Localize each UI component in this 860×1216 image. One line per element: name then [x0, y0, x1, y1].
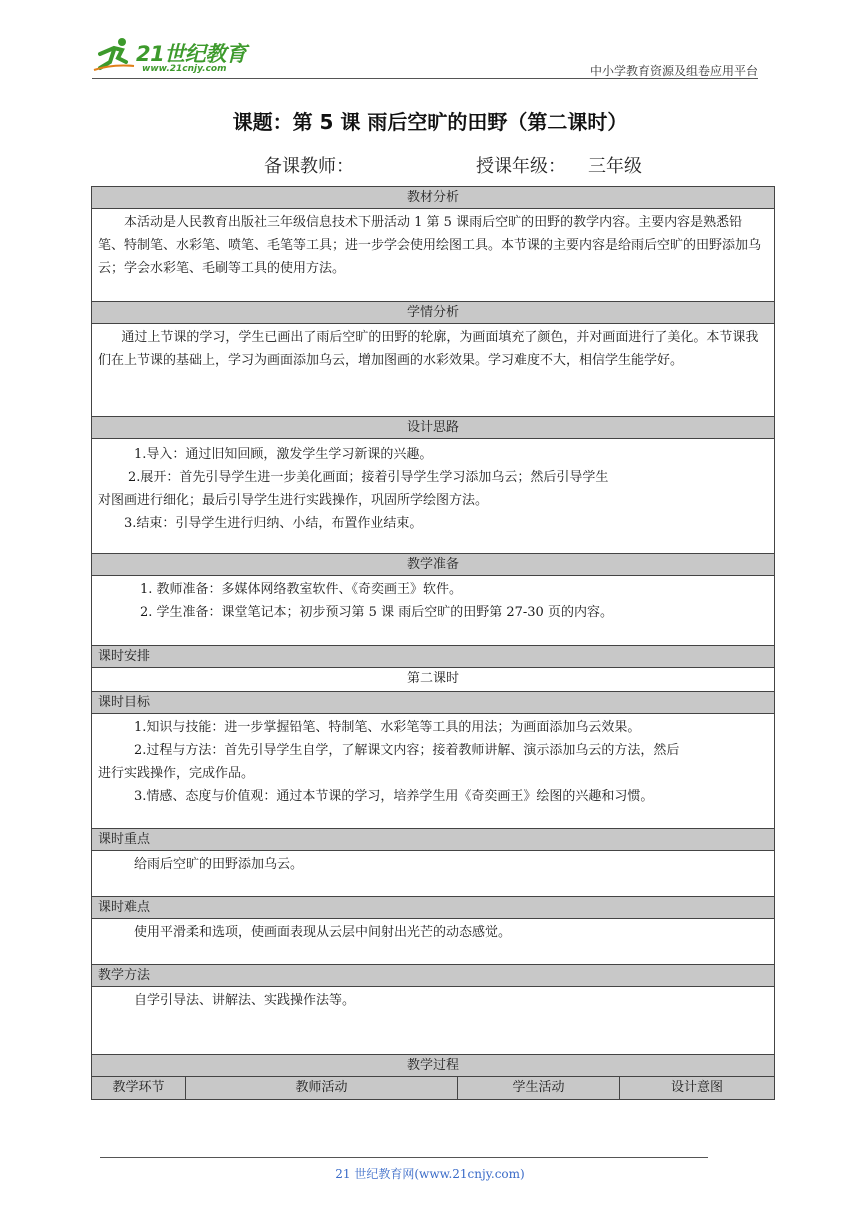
prep-heading: 教学准备 [92, 554, 774, 576]
methods-body [92, 987, 774, 1055]
difficulty-body [92, 919, 774, 965]
process-columns [92, 1077, 774, 1099]
design-heading: 设计思路 [92, 417, 774, 439]
difficulty-heading: 课时难点 [92, 897, 774, 919]
materials-text: 本活动是人民教育出版社三年级信息技术下册活动 1 第 5 课雨后空旷的田野的教学内容。主要内容是熟悉铅笔、特制笔、水彩笔、喷笔、毛笔等工具；进一步学会使用绘图工具。本节课的主要内容是给雨后空旷的田野添加乌云；学会水彩笔、毛刷等工具的使用方法。 [98, 215, 762, 276]
methods-text: 自学引导法、讲解法、实践操作法等。 [134, 993, 356, 1008]
footer-divider [100, 1157, 708, 1158]
difficulty-text: 使用平滑柔和选项，使画面表现从云层中间射出光芒的动态感觉。 [134, 925, 512, 940]
page-title: 课题：第 5 课 雨后空旷的田野（第二课时） [232, 110, 628, 134]
logo-text: 21世纪教育 [136, 42, 247, 66]
process-heading: 教学过程 [92, 1055, 774, 1077]
lesson-plan-table [91, 186, 775, 1100]
methods-heading: 教学方法 [92, 965, 774, 987]
page-header [92, 32, 758, 78]
key-text: 给雨后空旷的田野添加乌云。 [134, 857, 304, 872]
prep-body [92, 576, 774, 646]
goal-item: 2.过程与方法：首先引导学生自学，了解课文内容；接着教师讲解、演示添加乌云的方法，然后 [134, 743, 680, 758]
footer-text: 21 世纪教育网(www.21cnjy.com) [335, 1167, 525, 1181]
key-heading: 课时重点 [92, 829, 774, 851]
design-item: 1.导入：通过旧知回顾，激发学生学习新课的兴趣。 [134, 447, 433, 462]
column-header: 教师活动 [186, 1077, 458, 1099]
schedule-value: 第二课时 [92, 668, 774, 692]
logo-url: www.21cnjy.com [142, 64, 227, 74]
design-item: 对图画进行细化；最后引导学生进行实践操作，巩固所学绘图方法。 [98, 493, 489, 508]
goal-item: 3.情感、态度与价值观：通过本节课的学习，培养学生用《奇奕画王》绘图的兴趣和习惯。 [134, 789, 654, 804]
prep-item: 2. 学生准备：课堂笔记本；初步预习第 5 课 雨后空旷的田野第 27-30 页的内容。 [140, 605, 613, 620]
platform-name: 中小学教育资源及组卷应用平台 [589, 64, 758, 78]
goals-heading: 课时目标 [92, 692, 774, 714]
grade-label: 授课年级： [476, 156, 566, 177]
logo [92, 32, 262, 78]
schedule-heading: 课时安排 [92, 646, 774, 668]
teacher-label: 备课教师： [264, 156, 354, 177]
column-header: 学生活动 [458, 1077, 620, 1099]
students-text: 通过上节课的学习，学生已画出了雨后空旷的田野的轮廓，为画面填充了颜色，并对画面进行了美化。本节课我们在上节课的基础上，学习为画面添加乌云，增加图画的水彩效果。学习难度不大，相信学生能学好。 [98, 330, 759, 368]
prep-item: 1. 教师准备：多媒体网络教室软件、《奇奕画王》软件。 [140, 582, 463, 597]
design-item: 3.结束：引导学生进行归纳、小结，布置作业结束。 [124, 516, 423, 531]
goal-item: 进行实践操作，完成作品。 [98, 766, 255, 781]
grade-value: 三年级 [588, 156, 642, 177]
goal-item: 1.知识与技能：进一步掌握铅笔、特制笔、水彩笔等工具的用法；为画面添加乌云效果。 [134, 720, 641, 735]
header-divider [92, 78, 758, 79]
design-item: 2.展开：首先引导学生进一步美化画面；接着引导学生学习添加乌云；然后引导学生 [128, 470, 609, 485]
key-body [92, 851, 774, 897]
students-body [92, 324, 774, 417]
column-header: 设计意图 [670, 1080, 723, 1095]
goals-body [92, 714, 774, 829]
runner-logo-icon [92, 36, 136, 74]
column-header: 教学环节 [92, 1077, 186, 1099]
design-body [92, 439, 774, 554]
materials-heading: 教材分析 [92, 187, 774, 209]
materials-body [92, 209, 774, 302]
students-heading: 学情分析 [92, 302, 774, 324]
